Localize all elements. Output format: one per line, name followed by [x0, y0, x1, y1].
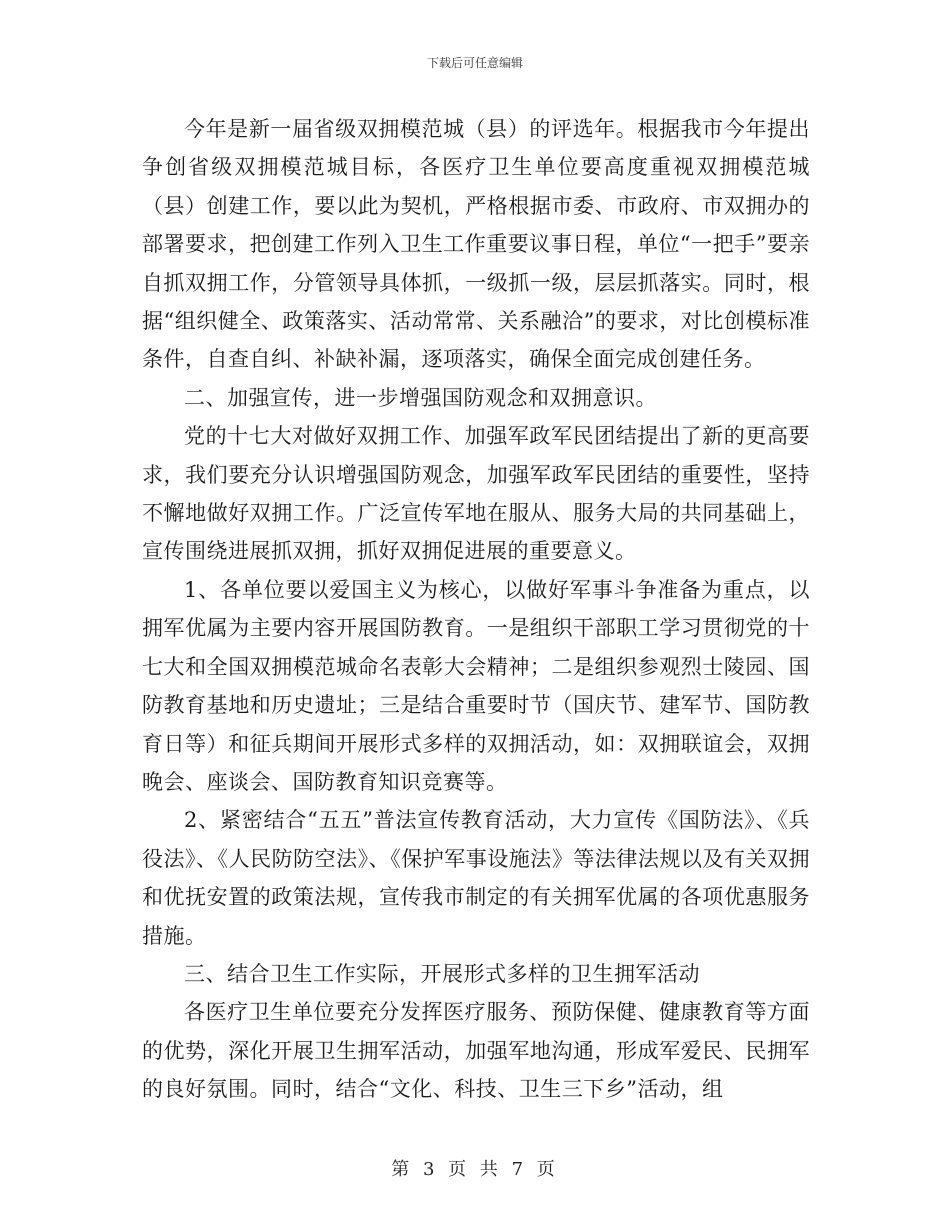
paragraph: 党的十七大对做好双拥工作、加强军政军民团结提出了新的更高要求，我们要充分认识增强国防观念，加强军政军民团结的重要性，坚持不懈地做好双拥工作。广泛宣传军地在服从、服务大局的共同基础上，宣传围绕进展抓双拥，抓好双拥促进展的重要意义。	[142, 424, 810, 564]
page-number-footer: 第 3 页 共 7 页	[391, 1159, 559, 1180]
paragraph: 1、各单位要以爱国主义为核心，以做好军事斗争准备为重点，以拥军优属为主要内容开展国防教育。一是组织干部职工学习贯彻党的十七大和全国双拥模范城命名表彰大会精神；二是组织参观烈士陵园、国防教育基地和历史遗址；三是结合重要时节（国庆节、建军节、国防教育日等）和征兵期间开展形式多样的双拥活动，如：双拥联谊会，双拥晚会、座谈会、国防教育知识竞赛等。	[142, 577, 810, 794]
header-note: 下载后可任意编辑	[426, 56, 523, 70]
document-body	[142, 110, 810, 1109]
section-heading: 三、结合卫生工作实际，开展形式多样的卫生拥军活动	[184, 961, 700, 986]
section-heading: 二、加强宣传，进一步增强国防观念和双拥意识。	[184, 385, 657, 410]
paragraph: 各医疗卫生单位要充分发挥医疗服务、预防保健、健康教育等方面的优势，深化开展卫生拥军活动，加强军地沟通，形成军爱民、民拥军的良好氛围。同时，结合“文化、科技、卫生三下乡”活动，组	[142, 1000, 810, 1102]
paragraph: 2、紧密结合“五五”普法宣传教育活动，大力宣传《国防法》、《兵役法》、《人民防防空法》、《保护军事设施法》等法律法规以及有关双拥和优抚安置的政策法规，宣传我市制定的有关拥军优属的各项优惠服务措施。	[142, 808, 810, 948]
paragraph: 今年是新一届省级双拥模范城（县）的评选年。根据我市今年提出争创省级双拥模范城目标，各医疗卫生单位要高度重视双拥模范城（县）创建工作，要以此为契机，严格根据市委、市政府、市双拥办的部署要求，把创建工作列入卫生工作重要议事日程，单位“一把手”要亲自抓双拥工作，分管领导具体抓，一级抓一级，层层抓落实。同时，根据“组织健全、政策落实、活动常常、关系融洽”的要求，对比创模标准条件，自查自纠、补缺补漏，逐项落实，确保全面完成创建任务。	[142, 117, 810, 372]
